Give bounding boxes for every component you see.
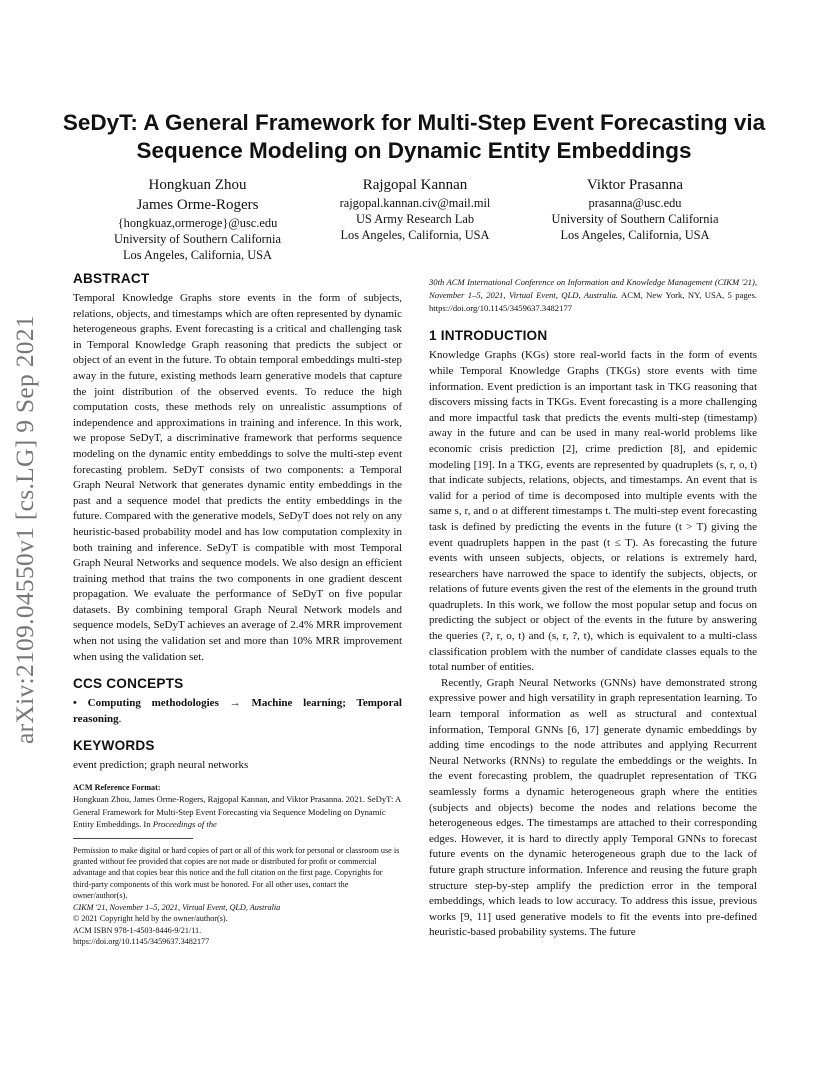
permission-text: Permission to make digital or hard copies of part or all of this work for personal or classroom use is granted without fee provided that copies are not made or distributed for profit or commercial advantage and that copies bear this notice and the full citation on the first page. Copyrights for third-party components of this work must be honored. For all other uses, contact the owner/author(s). — [73, 845, 400, 901]
doi-line: https://doi.org/10.1145/3459637.3482177 — [73, 936, 210, 946]
author-email: {hongkuaz,ormeroge}@usc.edu — [117, 216, 278, 230]
author-block-3 — [535, 175, 735, 244]
right-reference: 30th ACM International Conference on Information and Knowledge Management (CIKM '21), November 1–5, 2021, Virtual Event, QLD, Australia. ACM, New York, NY, USA, 5 pages. https://doi.org/10.1145/3459637.3482177 — [429, 277, 757, 313]
author-location: Los Angeles, California, USA — [122, 248, 272, 263]
reference-format-heading: ACM Reference Format: — [73, 783, 161, 793]
introduction-paragraph-2: Recently, Graph Neural Networks (GNNs) have demonstrated strong expressive power and high versatility in graph representation learning. To learn temporal information as well as structural and contextual information, Temporal GNNs [6, 17] generate dynamic embeddings by adding time encodings to the node attributes and applying Recurrent Neural Networks (RNNs) to regulate the embeddings or the weights. In the event forecasting problem, the quadruplet representation of TKG seamlessly forms a dynamic heterogeneous graph where the entities (subjects and objects) become the nodes and relations become the heterogeneous edges. The timestamps are attached to their corresponding edges. However, it is hard to directly apply Temporal GNNs to forecast future events on the dynamic heterogeneous graph due to the lack of future graph structure information. Inference and reusing the future graph structure step-by-step amplify the prediction error in the temporal embeddings, which leads to low accuracy. To address this issue, previous works [9, 11] used generative models to fit the events into pre-defined heuristic-based probability systems. The future — [429, 676, 757, 939]
author-name: James Orme-Rogers — [136, 197, 259, 213]
author-block-2 — [315, 175, 515, 244]
keywords-heading: KEYWORDS — [73, 738, 155, 754]
author-name: Rajgopal Kannan — [362, 177, 468, 193]
left-column — [73, 270, 402, 947]
author-institution: US Army Research Lab — [355, 212, 475, 227]
author-email: rajgopal.kannan.civ@mail.mil — [339, 196, 491, 210]
abstract-heading: ABSTRACT — [73, 271, 150, 286]
footnote-divider — [73, 838, 193, 839]
reference-format-text: Hongkuan Zhou, James Orme-Rogers, Rajgopal Kannan, and Viktor Prasanna. 2021. SeDyT: A General Framework for Multi-Step Event Forecasting via Sequence Modeling on Dynamic Entity Embeddings. In Proceedings of the — [73, 794, 401, 830]
conference-line: CIKM '21, November 1–5, 2021, Virtual Event, QLD, Australia — [73, 902, 281, 912]
abstract-text: Temporal Knowledge Graphs store events in the form of subjects, relations, objects, and timestamps which are often represented by dynamic heterogeneous graphs. Event forecasting is a critical and challenging task in Temporal Knowledge Graph reasoning that predicts the subject or object of an event in the future. To obtain temporal embeddings multi-step away in the future, existing methods learn generative models that capture the joint distribution of the observed events. To reduce the high computation costs, these methods rely on unrealistic assumptions of independence and approximations in training and inference. In this work, we propose SeDyT, a discriminative framework that performs sequence modeling on the dynamic entity embeddings to solve the multi-step event forecasting problem. SeDyT consists of two components: a Temporal Graph Neural Network that generates dynamic entity embeddings in the past and a sequence model that predicts the entity embeddings in the future. Compared with the generative models, SeDyT does not rely on any heuristic-based probability model and has low computation complexity in both training and inference. SeDyT is compatible with most Temporal Graph Neural Networks and sequence models. We also design an efficient training method that trains the two components in one gradient descent propagation. We evaluate the performance of SeDyT on five popular datasets. By combining temporal Graph Neural Network models and sequence models, SeDyT achieves an average of 2.4% MRR improvement when not using the validation set and more than 10% MRR improvement when using the validation set. — [73, 292, 402, 663]
ccs-heading: CCS CONCEPTS — [73, 676, 184, 692]
author-location: Los Angeles, California, USA — [560, 228, 710, 243]
paper-title: SeDyT: A General Framework for Multi-Step Event Forecasting via Sequence Modeling on Dynamic Entity Embeddings — [62, 110, 766, 163]
author-name: Viktor Prasanna — [586, 177, 684, 193]
introduction-paragraph-1: Knowledge Graphs (KGs) store real-world facts in the form of events while Temporal Knowledge Graphs (TKGs) store events with time information. Event prediction is an important task in TKG reasoning that discovers missing facts in TKGs. Event forecasting is a more challenging and more impactful task that predicts the events multi-step (timestamp) away in the future and can be used in many real-world problems like economic crisis prediction [2], crime prediction [8], and epidemic modeling [19]. In a TKG, events are represented by quadruplets (s, r, o, t) that indicate subjects, relations, objects, and timestamps. An event that is valid for a period of time is decomposed into multiple events with the same s, r, and o at different timestamps t. The multi-step event forecasting task is defined by predicting the events in the future (t > T) giving the event quadruplets happen in the past (t ≤ T). As forecasting the future events with unseen subjects, objects, or relations is extremely hard, researchers have narrowed the space to identify the subjects, objects, or relations of future events given the rest of the elements in the ground truth quadruplets. In this work, we follow the most popular setup and focus on predicting the subject or object of the events in the future by answering the queries (?, r, o, t) and (s, r, ?, t), which is equivalent to a multi-class classification problem with the number of candidate classes equals to the total number of entities. — [429, 349, 757, 674]
author-institution: University of Southern California — [114, 232, 281, 247]
right-column — [429, 276, 757, 941]
author-name: Hongkuan Zhou — [148, 177, 247, 193]
keywords-text: event prediction; graph neural networks — [73, 759, 249, 772]
author-institution: University of Southern California — [551, 212, 719, 227]
author-location: Los Angeles, California, USA — [340, 228, 490, 243]
arxiv-identifier: arXiv:2109.04550v1 [cs.LG] 9 Sep 2021 — [10, 315, 39, 745]
author-block-1 — [100, 175, 295, 264]
copyright-line: © 2021 Copyright held by the owner/author(s). — [73, 914, 228, 924]
author-email: prasanna@usc.edu — [588, 196, 682, 210]
isbn-line: ACM ISBN 978-1-4503-8446-9/21/11. — [73, 925, 202, 935]
ccs-text: • Computing methodologies → Machine learning; Temporal reasoning. — [73, 697, 402, 725]
introduction-heading: 1 INTRODUCTION — [429, 328, 548, 344]
